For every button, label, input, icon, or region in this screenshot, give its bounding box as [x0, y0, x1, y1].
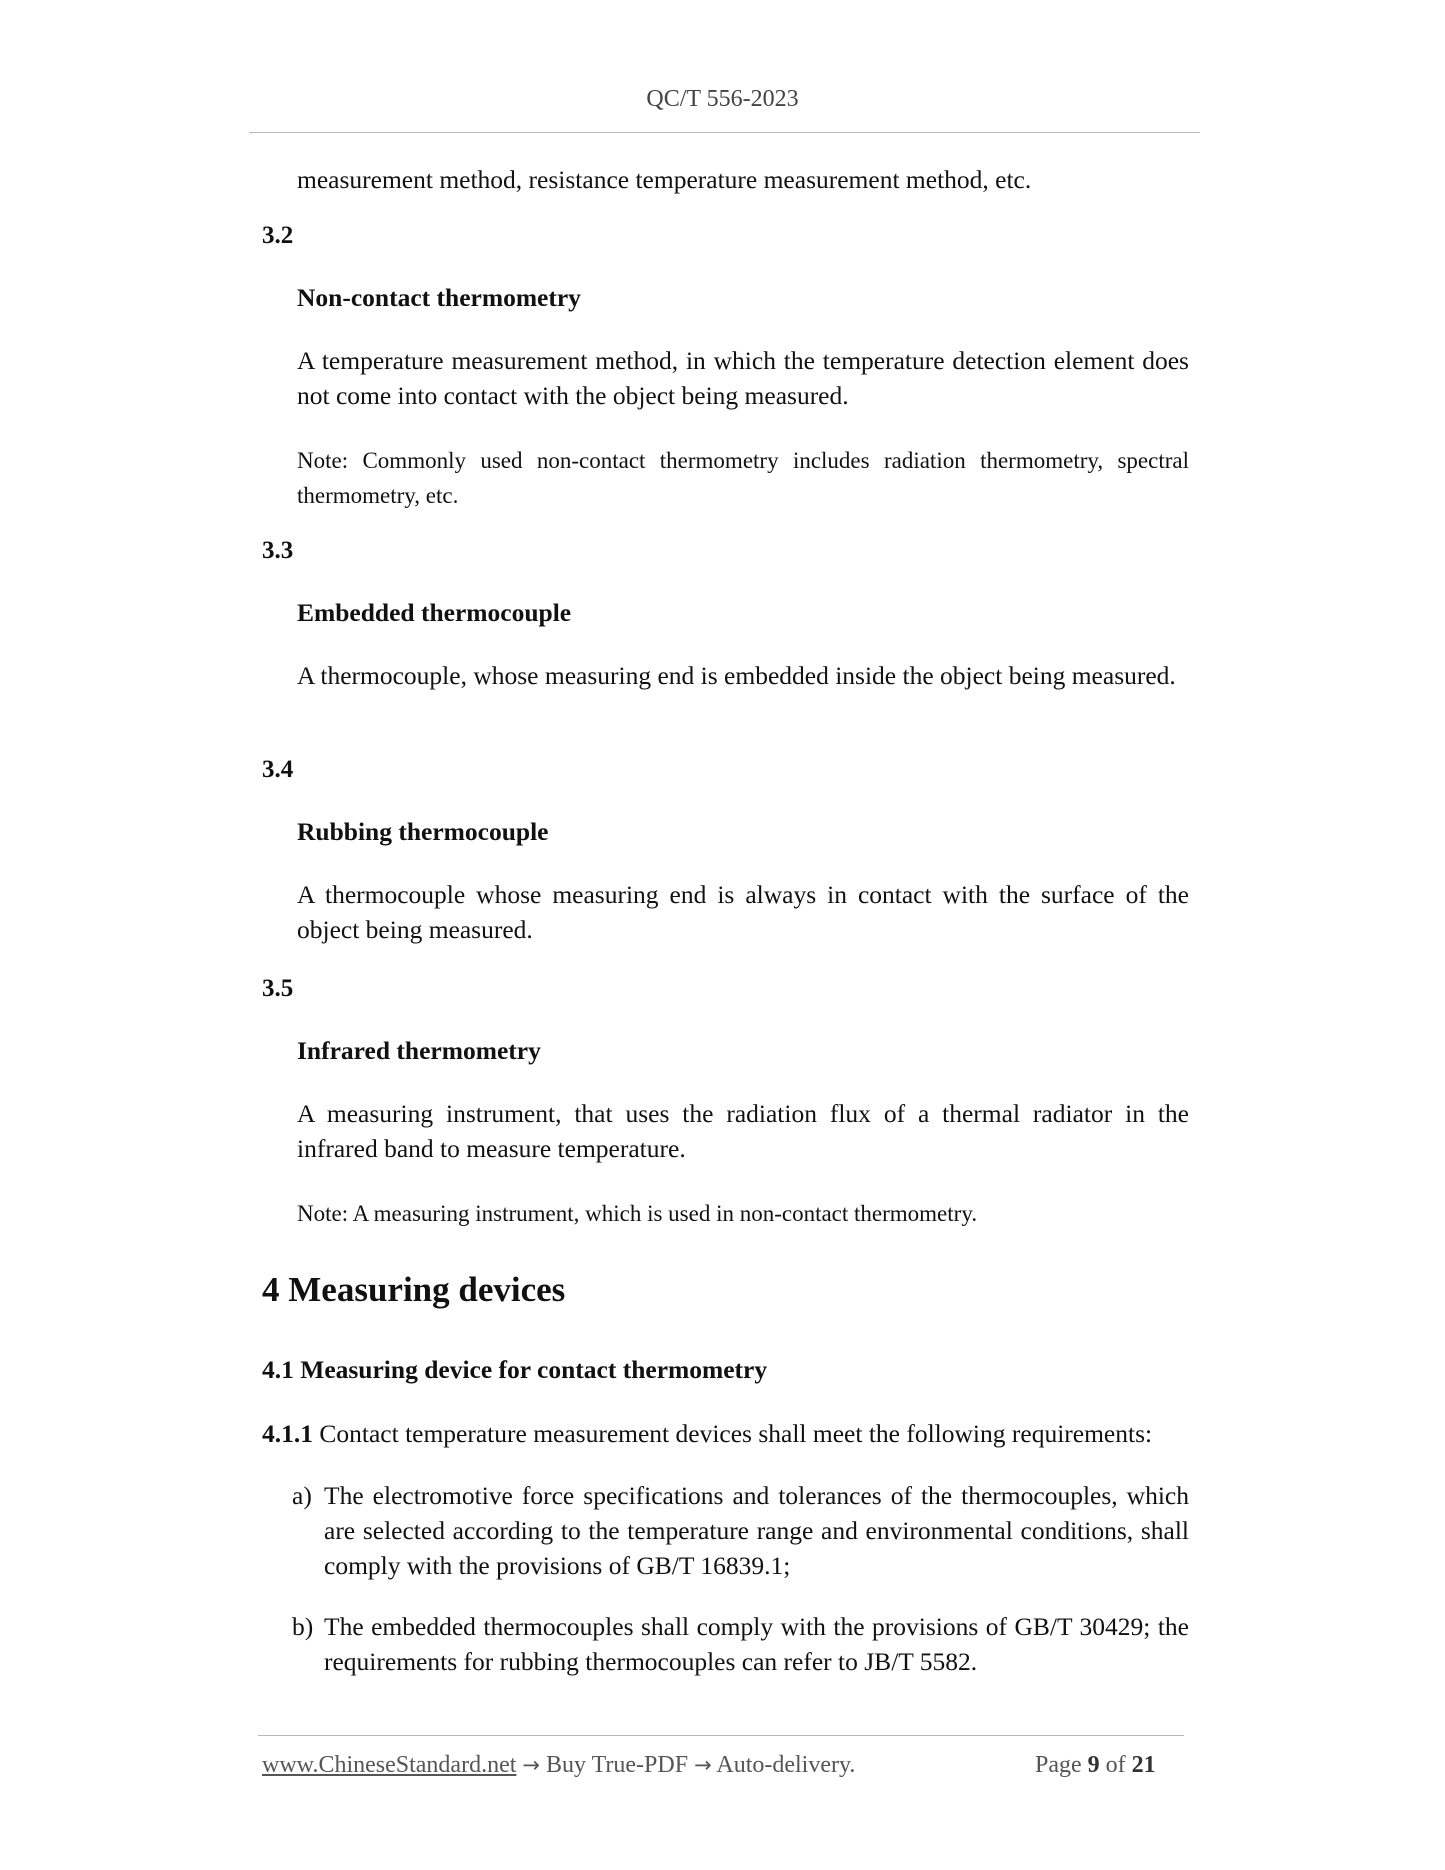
chapter-heading: 4 Measuring devices: [262, 1270, 566, 1309]
section-number-3-3: 3.3: [262, 537, 294, 564]
buy-true-pdf-text: Buy True-PDF: [546, 1752, 689, 1778]
clause-number: 4.1.1: [262, 1419, 313, 1448]
page-header-title: QC/T 556-2023: [646, 86, 799, 112]
list-label-b: b): [292, 1612, 314, 1641]
note-non-contact-thermometry: Note: Commonly used non-contact thermometry includes radiation thermometry, spectral thermometry, etc.: [297, 448, 1189, 508]
page-indicator: [1035, 1752, 1156, 1779]
term-rubbing-thermocouple: Rubbing thermocouple: [297, 817, 549, 846]
of-word: of: [1105, 1752, 1126, 1778]
sub-heading: 4.1 Measuring device for contact thermometry: [262, 1355, 768, 1384]
auto-delivery-text: Auto-delivery.: [716, 1752, 856, 1778]
list-item-b: [292, 1609, 1189, 1679]
term-embedded-thermocouple: Embedded thermocouple: [297, 598, 572, 627]
footer-links: [262, 1752, 855, 1779]
term-non-contact-thermometry: Non-contact thermometry: [297, 283, 581, 312]
list-item-a: [292, 1478, 1189, 1583]
definition-non-contact-thermometry: A temperature measurement method, in which the temperature detection element does not come into contact with the object being measured.: [297, 346, 1189, 410]
continuation-text: measurement method, resistance temperature measurement method, etc.: [297, 165, 1032, 194]
list-text-a: The electromotive force specifications and tolerances of the thermocouples, which are selected according to the temperature range and environmental conditions, shall comply with the provisions of GB/T 16839.1;: [324, 1481, 1189, 1580]
definition-embedded-thermocouple: A thermocouple, whose measuring end is embedded inside the object being measured.: [297, 661, 1176, 690]
site-link[interactable]: www.ChineseStandard.net: [262, 1752, 517, 1778]
section-number-3-2: 3.2: [262, 222, 294, 249]
arrow-right-icon: →: [694, 1753, 712, 1777]
list-label-a: a): [292, 1481, 312, 1510]
header-divider: [249, 132, 1200, 133]
term-infrared-thermometry: Infrared thermometry: [297, 1036, 541, 1065]
section-number-3-5: 3.5: [262, 975, 294, 1002]
note-infrared-thermometry: Note: A measuring instrument, which is used in non-contact thermometry.: [297, 1201, 978, 1226]
definition-rubbing-thermocouple: A thermocouple whose measuring end is always in contact with the surface of the object being measured.: [297, 880, 1189, 944]
clause-4-1-1: [262, 1416, 1189, 1451]
page-word: Page: [1035, 1752, 1082, 1778]
page-current: 9: [1087, 1752, 1100, 1778]
definition-infrared-thermometry: A measuring instrument, that uses the radiation flux of a thermal radiator in the infrared band to measure temperature.: [297, 1099, 1189, 1163]
section-number-3-4: 3.4: [262, 756, 294, 783]
page-total: 21: [1131, 1752, 1156, 1778]
footer-divider: [258, 1735, 1184, 1736]
clause-text: Contact temperature measurement devices shall meet the following requirements:: [319, 1419, 1153, 1448]
list-text-b: The embedded thermocouples shall comply with the provisions of GB/T 30429; the requirements for rubbing thermocouples can refer to JB/T 5582.: [324, 1612, 1189, 1676]
arrow-right-icon: →: [522, 1753, 540, 1777]
